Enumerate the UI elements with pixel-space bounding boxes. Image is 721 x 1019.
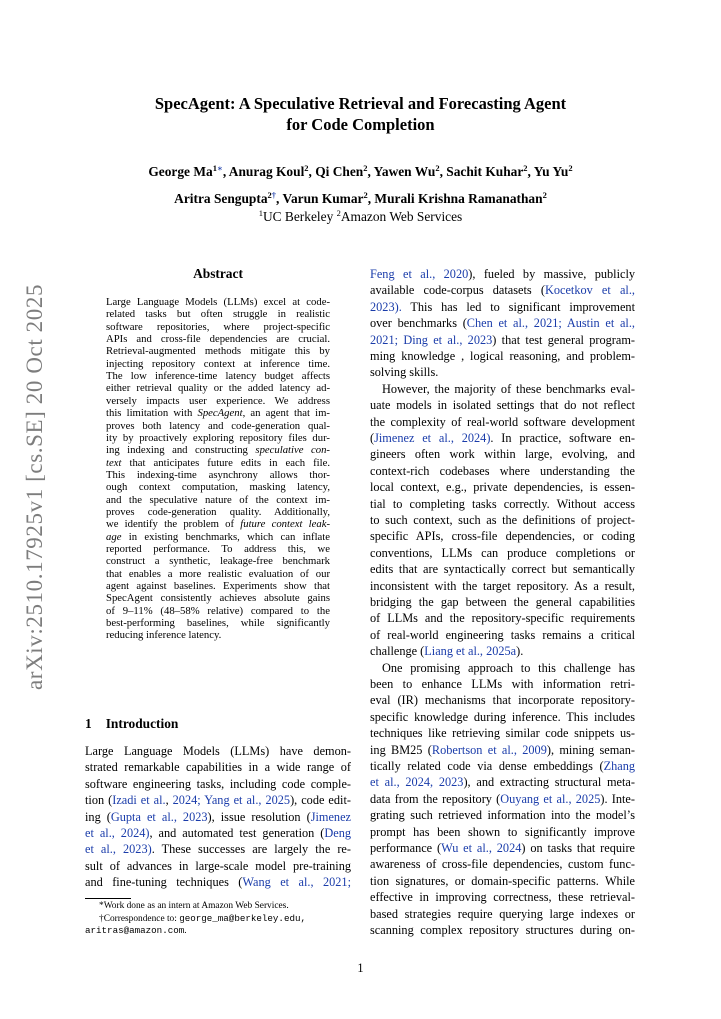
intro-right-line: prompt has been shown to significantly improve [370, 824, 635, 839]
intro-right-line: awareness of cross-file dependencies, custom func- [370, 857, 635, 872]
authors-line-2: Aritra Sengupta$^{2\dagger}$, Varun Kumar$^2$, Murali Krishna Ramanathan$^2$ [174, 189, 547, 206]
intro-right-line: data from the repository (Ouyang et al., 2025). Inte- [370, 791, 635, 806]
abstract-line: of 9–11% (48–58% relative) compared to the [106, 604, 330, 617]
intro-right-line: 2021; Ding et al., 2023) that test general program- [370, 332, 635, 347]
intro-right-line: However, the majority of these benchmarks eval- [382, 381, 635, 396]
author-list [0, 157, 721, 210]
abstract-line: APIs and cross-file dependencies are crucial. [106, 333, 330, 346]
page-number: 1 [357, 961, 364, 975]
intro-right-line: tial to completing tasks correctly. Without access [370, 496, 635, 511]
footnote-1: *Work done as an intern at Amazon Web Services. [99, 901, 289, 911]
intro-right-line: Feng et al., 2020), fueled by massive, publicly [370, 267, 636, 281]
intro-right-line: tically related code via dense embeddings (Zhang [370, 759, 635, 773]
abstract-line: agent against baselines. Experiments show that [106, 580, 330, 593]
intro-left-line: ing (Gupta et al., 2023), issue resolution (Jimenez [85, 809, 351, 824]
intro-right-line: solving skills. [370, 365, 439, 380]
abstract-line: text that anticipates future edits in each file. [106, 456, 330, 469]
intro-right-line: 2023). This has led to significant improvement [370, 299, 635, 314]
intro-right-line: challenge (Liang et al., 2025a). [370, 644, 524, 659]
footnote-2-prefix: †Correspondence to: [99, 913, 177, 924]
footnote-rule [85, 898, 131, 899]
arxiv-identifier: arXiv:2510.17925v1 [cs.SE] 20 Oct 2025 [22, 283, 47, 690]
section-title: Introduction [105, 716, 179, 731]
intro-right-line: available code-corpus datasets (Kocetkov et al., [370, 283, 635, 298]
intro-right-line: uate models in isolated settings that do not reflect [370, 398, 635, 413]
abstract-line: age in existing benchmarks, which can inflate [106, 530, 330, 543]
intro-right-line: effective in improving correctness, these retrieval- [370, 890, 635, 905]
intro-right-line: based strategies require querying large indexes or [370, 906, 635, 921]
intro-right-line: of real-world engineering tasks remains a critical [370, 627, 635, 642]
abstract-line: Retrieval-augmented methods mitigate this by [106, 345, 330, 358]
section-heading-introduction [85, 716, 178, 732]
intro-right-line: performance (Wu et al., 2024) on tasks that require [370, 841, 636, 855]
footnote-2-suffix: . [184, 926, 187, 936]
abstract-line: this limitation with SpecAgent, an agent that im- [106, 407, 330, 420]
abstract-line: and the speculative nature of the context im- [106, 493, 330, 506]
footnote-2 [85, 913, 351, 926]
abstract-line: proves both latency and code-generation qual- [106, 419, 330, 432]
intro-right-line: (Jimenez et al., 2024). In practice, software en- [370, 431, 635, 445]
abstract-line: injecting repository context at inference time. [106, 357, 330, 370]
abstract-heading: Abstract [193, 266, 243, 281]
abstract-line: The low inference-time latency budget affects [106, 370, 330, 383]
abstract-line: either retrieval quality or the added latency ad- [106, 382, 330, 395]
intro-left-line: Large Language Models (LLMs) have demon- [85, 744, 351, 758]
intro-right-line: et al., 2024, 2023), and extracting structural meta- [370, 775, 635, 790]
intro-right-line: gineers often work within large, evolving, and [370, 447, 635, 462]
intro-right-line: context-rich codebases where understanding the [370, 463, 635, 478]
intro-right-line: of LLMs and the repository-specific requirements [370, 611, 635, 626]
intro-right-line: grating such retrieved information into the model’s [370, 808, 635, 823]
section-number: 1 [85, 716, 92, 731]
intro-left-line: and fine-tuning techniques (Wang et al., 2021; [85, 875, 351, 890]
abstract-line: proves code-generation quality. Additionally, [106, 505, 330, 518]
email-link-2[interactable]: aritras@amazon.com [85, 925, 185, 936]
abstract-line: Large Language Models (LLMs) excel at code- [106, 296, 330, 308]
abstract-line: ing indexing and constructing speculative con- [106, 444, 330, 457]
intro-right-line: over benchmarks (Chen et al., 2021; Austin et al., [370, 316, 635, 331]
intro-left-line: et al., 2023). These successes are largely the re- [85, 842, 351, 857]
intro-right-line: bridging the gap between the general capabilities [370, 595, 635, 609]
intro-right-line: techniques like retrieving similar code snippets us- [370, 726, 635, 741]
title-line-2: for Code Completion [286, 115, 435, 134]
intro-right-line: specific knowledge during inference. This includes [370, 709, 635, 724]
intro-right-line: local context, e.g., private dependencies, is essen- [370, 480, 635, 495]
authors-line-1: George $Ma^{1∗}$, Anurag Koul$^2$, Qi Chen$^2$, Yawen Wu$^2$, Sachit Kuhar$^2$, Yu Yu$^2$ [148, 163, 573, 179]
intro-right-line: inconsistent with the target repository. As a result, [370, 578, 635, 593]
intro-right-line: scanning complex repository structures during on- [370, 923, 635, 937]
intro-right-line: One promising approach to this challenge has [382, 660, 635, 675]
abstract-line: that enables a more realistic evaluation of our [106, 567, 330, 580]
intro-right-line: tion signatures, or domain-specific patterns. While [370, 873, 635, 888]
intro-left-line: sult of advances in large-scale model pre-training [85, 858, 351, 873]
intro-right-line: ing BM25 (Robertson et al., 2009), mining seman- [370, 742, 636, 757]
abstract-line: construct a synthetic, leakage-free benchmark [106, 555, 330, 568]
intro-left-line: tion (Izadi et al., 2024; Yang et al., 2025), code edit- [85, 793, 351, 808]
abstract-line: reducing inference latency. [106, 629, 222, 642]
abstract-line: This indexing-time asynchrony allows thor- [106, 468, 330, 481]
abstract-line: ough context computation, masking latency, [106, 481, 330, 494]
intro-right-line: ming knowledge , logical reasoning, and problem- [370, 349, 635, 363]
abstract-line: SpecAgent consistently achieves absolute gains [106, 592, 330, 605]
intro-right-line: conventions, LLMs can produce completions or [370, 545, 635, 560]
abstract-line: related tasks but often struggle in realistic [106, 308, 330, 321]
intro-left-line: et al., 2024), and automated test generation (Deng [85, 826, 351, 840]
paper-title [0, 93, 721, 135]
intro-left-line: strated remarkable capabilities in a wide range of [85, 760, 351, 775]
abstract-line: reported performance. To address this, we [106, 543, 330, 555]
abstract-line: ity by proactively exploring repository files dur- [106, 431, 330, 444]
abstract-line: software repositories, where project-specific [106, 320, 330, 333]
intro-right-line: the complexity of real-world software development [370, 414, 635, 429]
title-line-1: SpecAgent: A Speculative Retrieval and Forecasting Agent [154, 94, 567, 113]
intro-right-line: specific APIs, cross-file dependencies, or coding [370, 529, 635, 544]
intro-right-line: edits that are syntactically correct but semantically [370, 562, 635, 577]
intro-right-line: to such context, such as the definitions of project- [370, 513, 635, 527]
abstract-line: best-performing baselines, while significantly [106, 617, 330, 630]
footnotes [85, 901, 351, 938]
email-link-1[interactable]: george_ma@berkeley.edu, [179, 912, 306, 924]
abstract-line: we identify the problem of future context leak- [106, 518, 331, 531]
intro-right-line: eval (IR) mechanisms that incorporate repository- [370, 693, 635, 708]
intro-right-line: been to enhance LLMs with information retri- [370, 677, 635, 691]
intro-left-line: software engineering tasks, including code comple- [85, 776, 351, 791]
affiliations: $^1$UC Berkeley $^2$Amazon Web Services [258, 208, 463, 224]
footnote-2-cont [85, 925, 351, 938]
abstract-line: versely impacts user experience. We address [106, 394, 330, 407]
